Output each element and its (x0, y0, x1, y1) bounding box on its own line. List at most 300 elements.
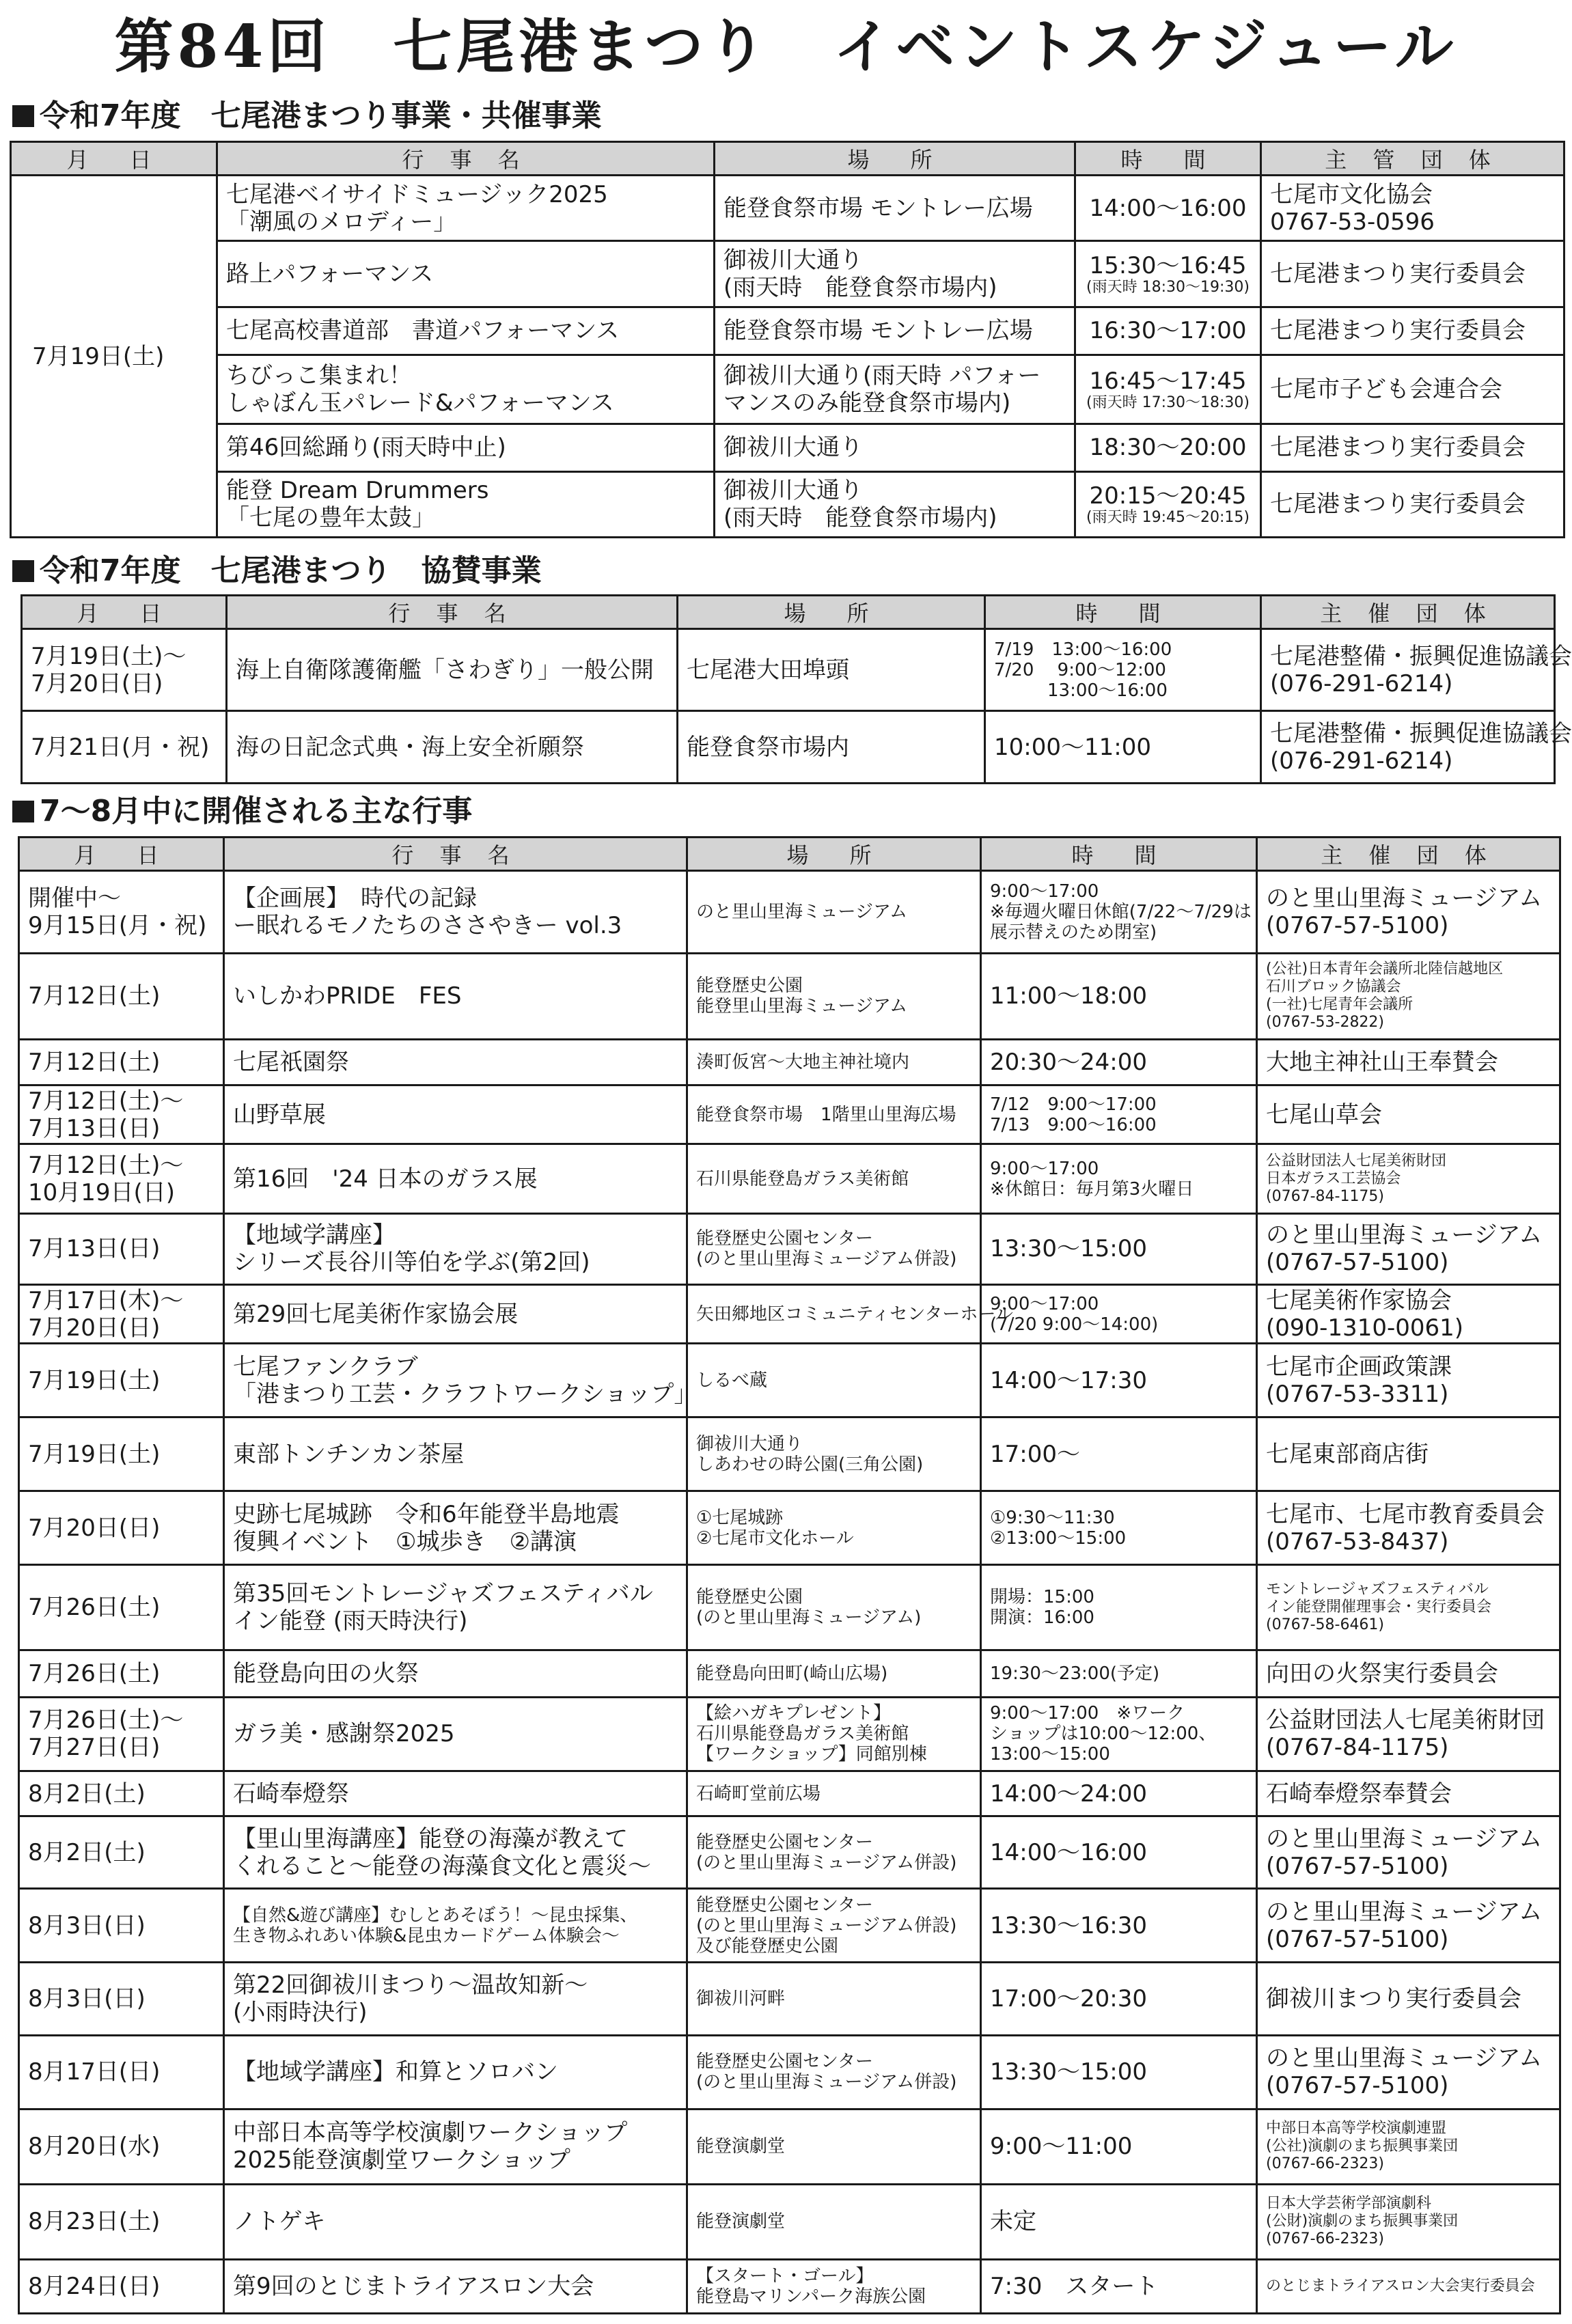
event-place-line: 能登歴史公園 (696, 976, 803, 997)
event-name-line: 第46回総踊り(雨天時中止) (226, 434, 506, 462)
event-time-line: 13:00〜15:00 (990, 1744, 1110, 1765)
event-time-line: 開場：15:00 (990, 1587, 1094, 1608)
event-date-line: 9月15日(月・祝) (28, 911, 207, 939)
event-time (981, 1697, 1257, 1771)
event-name-line: 七尾祇園祭 (233, 1049, 349, 1077)
table-festival-events (10, 141, 1565, 538)
event-place-line: 能登歴史公園 (696, 1587, 803, 1608)
event-name (224, 1697, 687, 1771)
event-date (19, 1144, 224, 1214)
event-time (981, 1889, 1257, 1963)
event-organizer (1261, 424, 1564, 471)
table-row (19, 1040, 1560, 1085)
event-organizer-line: 公益財団法人七尾美術財団 (1266, 1706, 1545, 1734)
event-place-line: (雨天時 能登食祭市場内) (723, 504, 997, 532)
section-heading-2-text: 令和7年度 七尾港まつり 協賛事業 (40, 553, 542, 588)
event-time (981, 1284, 1257, 1343)
event-time-line: 7/20 9:00〜12:00 (994, 659, 1166, 680)
event-time-line: 13:30〜15:00 (990, 1235, 1147, 1263)
event-date-line: 7月20日(日) (28, 1314, 161, 1342)
event-place (687, 1144, 981, 1214)
event-place-line: 御祓川大通り (723, 477, 863, 505)
event-place-line: マンスのみ能登食祭市場内) (723, 389, 1011, 417)
table-row (19, 2109, 1560, 2184)
event-place-line: 能登食祭市場 モントレー広場 (723, 194, 1033, 222)
event-time (981, 2035, 1257, 2109)
event-organizer-line: (0767-57-5100) (1266, 911, 1449, 939)
event-date-line: 7月26日(土) (28, 1659, 161, 1687)
event-name (224, 1085, 687, 1144)
event-date-line: 8月3日(日) (28, 1911, 146, 1939)
event-place (715, 355, 1075, 424)
table-row (11, 471, 1564, 537)
event-place (687, 1491, 981, 1565)
event-time-line: 9:00〜11:00 (990, 2133, 1133, 2161)
table-row (19, 1963, 1560, 2035)
event-time-line: ※毎週火曜日休館(7/22〜7/29は (990, 901, 1252, 922)
event-place-line: 【ワークショップ】同館別棟 (696, 1744, 927, 1765)
column-header: 場 所 (687, 838, 981, 871)
event-place-line: 石崎町堂前広場 (696, 1783, 821, 1804)
event-time (981, 1085, 1257, 1144)
table-row (19, 2184, 1560, 2259)
event-time-line: (7/20 9:00〜14:00) (990, 1314, 1159, 1335)
event-name-line: 第16回 '24 日本のガラス展 (233, 1165, 538, 1193)
table-row (11, 355, 1564, 424)
event-time (981, 2109, 1257, 2184)
event-time-line: 14:00〜17:30 (990, 1366, 1147, 1394)
event-organizer-line: 七尾港まつり実行委員会 (1270, 317, 1526, 345)
event-organizer (1257, 1491, 1560, 1565)
event-name-line: (小雨時決行) (233, 1998, 368, 2026)
event-name-line: 2025能登演劇堂ワークショップ (233, 2146, 570, 2174)
event-name-line: 「七尾の豊年太鼓」 (226, 504, 435, 532)
event-name (217, 307, 715, 355)
event-organizer-line: (0767-57-5100) (1266, 1249, 1449, 1277)
table-row (19, 1417, 1560, 1491)
event-name-line: 海上自衛隊護衛艦「さわぎり」一般公開 (236, 656, 654, 684)
table-row (19, 1889, 1560, 1963)
event-name-line: 石崎奉燈祭 (233, 1780, 349, 1808)
event-date (19, 1491, 224, 1565)
event-organizer (1261, 471, 1564, 537)
page-title: 第84回 七尾港まつり イベントスケジュール (114, 12, 1458, 81)
event-date-line: 7月21日(月・祝) (31, 733, 210, 761)
event-date-line: 7月12日(土) (28, 1049, 161, 1077)
event-place (687, 2035, 981, 2109)
column-header: 行 事 名 (224, 838, 687, 871)
event-place (687, 1344, 981, 1417)
table-row (19, 1344, 1560, 1417)
event-organizer-line: 七尾港整備・振興促進協議会 (1270, 642, 1572, 670)
event-time-line: 13:30〜15:00 (990, 2058, 1147, 2086)
event-organizer-line: (0767-57-5100) (1266, 1925, 1449, 1953)
event-organizer-line: (公社)演劇のまち振興事業団 (1266, 2138, 1459, 2155)
event-organizer (1257, 1085, 1560, 1144)
event-place-line: 能登歴史公園センター (696, 2051, 873, 2073)
event-time-line: 9:00〜17:00 (990, 1293, 1099, 1314)
table-row (19, 1284, 1560, 1343)
event-name-line: 復興イベント ①城歩き ②講演 (233, 1527, 577, 1555)
table-row (22, 629, 1555, 711)
event-name-line: 【自然&遊び講座】むしとあそぼう！〜昆虫採集、 (233, 1905, 638, 1926)
event-organizer (1261, 711, 1572, 784)
event-date (19, 2259, 224, 2313)
event-name-line: ノトゲキ (233, 2208, 326, 2236)
table-row (11, 176, 1564, 241)
event-time (981, 2259, 1257, 2313)
event-place (687, 1650, 981, 1698)
event-name-line: 第9回のとじまトライアスロン大会 (233, 2272, 594, 2300)
event-organizer-line: (0767-53-8437) (1266, 1527, 1449, 1555)
event-place-line: 御祓川大通り (723, 434, 863, 462)
event-name-line: シリーズ長谷川等伯を学ぶ(第2回) (233, 1249, 590, 1277)
column-header: 主 管 団 体 (1261, 142, 1564, 176)
event-time (981, 1565, 1257, 1650)
table-header-row (11, 142, 1564, 176)
event-date-line: 8月2日(土) (28, 1780, 146, 1808)
event-place-line: 御祓川大通り(雨天時 パフォー (723, 361, 1041, 389)
event-place (687, 2259, 981, 2313)
event-place-line: のと里山里海ミュージアム (696, 901, 908, 922)
event-organizer-line: 七尾港まつり実行委員会 (1270, 260, 1526, 288)
event-name (224, 871, 687, 954)
event-date (19, 1650, 224, 1698)
event-date (19, 2109, 224, 2184)
event-name (224, 953, 687, 1040)
event-name-line: しゃぼん玉パレード&パフォーマンス (226, 389, 614, 417)
event-organizer-line: のと里山里海ミュージアム (1266, 1221, 1543, 1249)
event-date-line: 10月19日(日) (28, 1178, 176, 1206)
event-date (22, 629, 227, 711)
event-name-line: 【里山里海講座】能登の海藻が教えて (233, 1825, 628, 1853)
event-place-line: しあわせの時公園(三角公園) (696, 1454, 924, 1475)
event-name-line: 「潮風のメロディー」 (226, 208, 457, 236)
event-time-line: 7/19 13:00〜16:00 (994, 639, 1172, 660)
event-name-line: 【地域学講座】 (233, 1221, 396, 1249)
event-organizer (1257, 953, 1560, 1040)
event-place-line: 石川県能登島ガラス美術館 (696, 1724, 909, 1745)
column-header: 主 催 団 体 (1261, 596, 1555, 629)
event-date-line: 8月24日(日) (28, 2272, 161, 2300)
event-organizer-line: (一社)七尾青年会議所 (1266, 996, 1414, 1014)
event-organizer-line: イン能登開催理事会・実行委員会 (1266, 1599, 1492, 1616)
event-place-line: (雨天時 能登食祭市場内) (723, 274, 997, 302)
table-row (19, 1491, 1560, 1565)
event-organizer-line: 石川ブロック協議会 (1266, 978, 1401, 996)
event-organizer-line: 御祓川まつり実行委員会 (1266, 1984, 1521, 2012)
event-organizer (1257, 2259, 1560, 2313)
event-organizer-line: 石崎奉燈祭奉賛会 (1266, 1780, 1452, 1808)
event-organizer-line: (076-291-6214) (1270, 669, 1453, 697)
event-place-line: 矢田郷地区コミュニティセンターホール (696, 1303, 1013, 1325)
event-date (19, 1771, 224, 1816)
section-heading-2 (12, 552, 542, 590)
event-time (981, 1344, 1257, 1417)
event-date-line: 7月20日(日) (31, 669, 163, 697)
event-place (687, 1565, 981, 1650)
event-place-line: 七尾港大田埠頭 (687, 656, 849, 684)
event-organizer-line: (0767-84-1175) (1266, 1187, 1385, 1205)
event-name-line: ー眠れるモノたちのささやきー vol.3 (233, 911, 622, 939)
event-name-line: 中部日本高等学校演劇ワークショップ (233, 2119, 628, 2147)
event-time-line: 9:00〜17:00 ※ワーク (990, 1703, 1185, 1724)
event-name (217, 176, 715, 241)
table-row (11, 241, 1564, 307)
event-organizer-line: のと里山里海ミュージアム (1266, 1898, 1543, 1926)
event-organizer-line: 七尾山草会 (1266, 1101, 1382, 1129)
event-name-line: 能登 Dream Drummers (226, 477, 489, 505)
event-date (19, 2184, 224, 2259)
event-time-main: 20:15〜20:45 (1089, 482, 1247, 510)
section-heading-1 (12, 97, 602, 135)
event-organizer (1257, 871, 1560, 954)
event-place (687, 1417, 981, 1491)
table-row (19, 1144, 1560, 1214)
event-date (22, 711, 227, 784)
column-header: 主 催 団 体 (1257, 838, 1560, 871)
event-place-line: 能登歴史公園センター (696, 1228, 873, 1249)
event-organizer (1257, 1213, 1560, 1284)
event-organizer-line: のと里山里海ミュージアム (1266, 2045, 1543, 2073)
column-header: 場 所 (715, 142, 1075, 176)
event-organizer-line: 0767-53-0596 (1270, 208, 1435, 236)
event-place-line: (のと里山里海ミュージアム併設) (696, 1915, 957, 1936)
event-time (981, 953, 1257, 1040)
column-header: 月 日 (19, 838, 224, 871)
event-date-line: 7月20日(日) (28, 1514, 161, 1542)
event-name (224, 2184, 687, 2259)
event-name (224, 2259, 687, 2313)
column-header: 行 事 名 (217, 142, 715, 176)
table-row (19, 1816, 1560, 1889)
event-time-main: 14:00〜16:00 (1089, 194, 1247, 222)
event-name-line: 山野草展 (233, 1101, 326, 1129)
event-organizer (1257, 1963, 1560, 2035)
event-organizer-line: モントレージャズフェスティバル (1266, 1581, 1489, 1599)
section-heading-3 (12, 792, 472, 831)
event-name (224, 1213, 687, 1284)
event-time-line: 10:00〜11:00 (994, 733, 1151, 761)
event-organizer-line: 七尾市文化協会 (1270, 180, 1433, 208)
event-organizer (1257, 1040, 1560, 1085)
event-date (19, 871, 224, 954)
event-name-line: いしかわPRIDE FES (233, 982, 462, 1010)
event-place (678, 711, 985, 784)
event-organizer (1257, 1565, 1560, 1650)
column-header: 時 間 (1075, 142, 1261, 176)
event-time-line: 開演：16:00 (990, 1607, 1094, 1629)
event-name (224, 1565, 687, 1650)
event-name (224, 1650, 687, 1698)
event-time (981, 1491, 1257, 1565)
event-time (1075, 424, 1261, 471)
event-date (19, 1284, 224, 1343)
event-time-rain-note: (雨天時 17:30〜18:30) (1086, 393, 1250, 411)
event-place-line: 能登歴史公園センター (696, 1831, 873, 1853)
event-organizer (1261, 307, 1564, 355)
event-organizer (1257, 1697, 1560, 1771)
event-place (715, 176, 1075, 241)
event-date-line: 8月20日(水) (28, 2133, 161, 2161)
event-place (687, 1284, 1013, 1343)
square-bullet-icon (12, 801, 34, 822)
event-time-line: ショップは10:00〜12:00、 (990, 1724, 1217, 1745)
event-organizer (1257, 1284, 1560, 1343)
event-organizer-line: (0767-57-5100) (1266, 2072, 1449, 2100)
event-time-rain-note: (雨天時 18:30〜19:30) (1086, 279, 1250, 296)
event-date-line: 7月12日(土) (28, 982, 161, 1010)
table-summer-events (18, 836, 1561, 2314)
event-date (19, 1565, 224, 1650)
event-name (224, 1491, 687, 1565)
event-organizer-line: のと里山里海ミュージアム (1266, 1825, 1543, 1853)
event-place (687, 953, 981, 1040)
event-place (687, 1040, 981, 1085)
event-name (224, 1889, 687, 1963)
event-name-line: くれること〜能登の海藻食文化と震災〜 (233, 1852, 651, 1880)
event-name-line: 「港まつり工芸・クラフトワークショップ」 (233, 1380, 698, 1408)
event-place (687, 1889, 981, 1963)
table-header-row (19, 838, 1560, 871)
event-time-main: 18:30〜20:00 (1089, 434, 1247, 462)
event-organizer-line: (公財)演劇のまち振興事業団 (1266, 2213, 1459, 2230)
event-organizer-line: (公社)日本青年会議所北陸信越地区 (1266, 960, 1504, 978)
event-place (715, 424, 1075, 471)
event-date-line: 8月17日(日) (28, 2058, 161, 2086)
event-date-line: 7月26日(土)〜 (28, 1706, 184, 1734)
section-heading-1-text: 令和7年度 七尾港まつり事業・共催事業 (40, 98, 602, 133)
event-time-line: 展示替えのため閉室) (990, 922, 1157, 943)
event-organizer (1257, 1889, 1560, 1963)
event-organizer (1257, 1816, 1560, 1889)
event-place-line: ①七尾城跡 (696, 1507, 784, 1528)
event-date (19, 1889, 224, 1963)
event-date-line: 7月12日(土)〜 (28, 1151, 184, 1179)
event-organizer (1257, 1417, 1560, 1491)
event-time-line: 未定 (990, 2208, 1036, 2236)
event-name-line: 第22回御祓川まつり〜温故知新〜 (233, 1971, 588, 1999)
event-name-line: イン能登 (雨天時決行) (233, 1607, 468, 1635)
event-organizer-line: 七尾市子ども会連合会 (1270, 375, 1502, 403)
table-row (19, 1771, 1560, 1816)
event-date (19, 1213, 224, 1284)
event-place-line: 及び能登歴史公園 (696, 1935, 839, 1956)
event-organizer-line: (0767-66-2323) (1266, 2155, 1385, 2173)
event-name-line: 【地域学講座】和算とソロバン (233, 2058, 558, 2086)
event-time-line: 19:30〜23:00(予定) (990, 1663, 1160, 1684)
event-time-line: 9:00〜17:00 (990, 1158, 1099, 1179)
event-place-line: 御祓川大通り (696, 1433, 803, 1454)
event-place (687, 1697, 981, 1771)
event-time-main: 16:30〜17:00 (1089, 317, 1247, 345)
event-place-line: 【絵ハガキプレゼント】 (696, 1703, 891, 1724)
event-time (981, 1650, 1257, 1698)
event-place (687, 871, 981, 954)
event-place (715, 241, 1075, 307)
event-name (224, 1284, 687, 1343)
event-name (224, 1344, 698, 1417)
event-name (224, 1040, 687, 1085)
event-place-line: (のと里山里海ミュージアム併設) (696, 1249, 957, 1270)
event-time (981, 1417, 1257, 1491)
event-organizer-line: 日本ガラス工芸協会 (1266, 1170, 1401, 1187)
event-place-line: 能登歴史公園センター (696, 1894, 873, 1915)
table-row (19, 2259, 1560, 2313)
event-name (224, 1144, 687, 1214)
event-date (19, 1085, 224, 1144)
event-time-line: 17:00〜 (990, 1440, 1080, 1468)
event-date-line: 7月19日(土) (28, 1366, 161, 1394)
event-place-line: 石川県能登島ガラス美術館 (696, 1168, 909, 1189)
event-time (981, 1213, 1257, 1284)
event-name (227, 629, 678, 711)
event-place-line: 能登島向田町(崎山広場) (696, 1663, 888, 1684)
event-time (1075, 176, 1261, 241)
event-place-line: (のと里山里海ミュージアム併設) (696, 2072, 957, 2093)
event-place-line: ②七尾市文化ホール (696, 1527, 854, 1549)
event-organizer-line: (0767-58-6461) (1266, 1616, 1385, 1634)
event-place-line: 【スタート・ゴール】 (696, 2265, 874, 2286)
event-organizer (1257, 2184, 1560, 2259)
event-date-line: 8月2日(土) (28, 1838, 146, 1866)
event-time-line: ※休館日：毎月第3火曜日 (990, 1178, 1194, 1200)
event-date-line: 7月26日(土) (28, 1594, 161, 1622)
event-time-line: ②13:00〜15:00 (990, 1527, 1127, 1549)
table-row (19, 1085, 1560, 1144)
event-organizer-line: 七尾市企画政策課 (1266, 1353, 1452, 1381)
event-organizer (1257, 1344, 1560, 1417)
column-header: 時 間 (981, 838, 1257, 871)
table-row (19, 2035, 1560, 2109)
event-place (687, 2109, 981, 2184)
table-row (22, 711, 1555, 784)
event-name-line: 能登島向田の火祭 (233, 1659, 419, 1687)
square-bullet-icon (12, 105, 34, 127)
event-time-line: 7/13 9:00〜16:00 (990, 1114, 1157, 1135)
event-time-line: 9:00〜17:00 (990, 881, 1099, 902)
column-header: 月 日 (11, 142, 217, 176)
event-time (981, 1771, 1257, 1816)
event-time-main: 16:45〜17:45 (1089, 367, 1247, 395)
event-organizer (1261, 355, 1564, 424)
event-organizer-line: (0767-66-2323) (1266, 2230, 1385, 2248)
event-date (19, 1816, 224, 1889)
event-organizer-line: (090-1310-0061) (1266, 1314, 1464, 1342)
event-date-line: 8月3日(日) (28, 1984, 146, 2012)
event-organizer-line: 日本大学芸術学部演劇科 (1266, 2195, 1432, 2213)
event-date-line: 7月12日(土)〜 (28, 1087, 184, 1115)
event-name (224, 2109, 687, 2184)
event-name (224, 1417, 687, 1491)
event-organizer (1261, 241, 1564, 307)
event-organizer-line: 七尾市、七尾市教育委員会 (1266, 1500, 1545, 1528)
event-name-line: 史跡七尾城跡 令和6年能登半島地震 (233, 1500, 620, 1528)
event-name-line: 生き物ふれあい体験&昆虫カードゲーム体験会〜 (233, 1925, 620, 1946)
event-name (224, 2035, 687, 2109)
event-name (217, 471, 715, 537)
event-date (19, 1697, 224, 1771)
event-time-line: 14:00〜24:00 (990, 1780, 1147, 1808)
event-time (985, 629, 1261, 711)
event-time (1075, 471, 1261, 537)
event-name-line: 【企画展】 時代の記録 (233, 884, 477, 912)
event-organizer-line: 七尾東部商店街 (1266, 1440, 1429, 1468)
event-organizer-line: 七尾港まつり実行委員会 (1270, 434, 1526, 462)
event-date-line: 開催中〜 (28, 884, 121, 912)
column-header: 月 日 (22, 596, 227, 629)
event-name-line: 路上パフォーマンス (226, 260, 434, 288)
